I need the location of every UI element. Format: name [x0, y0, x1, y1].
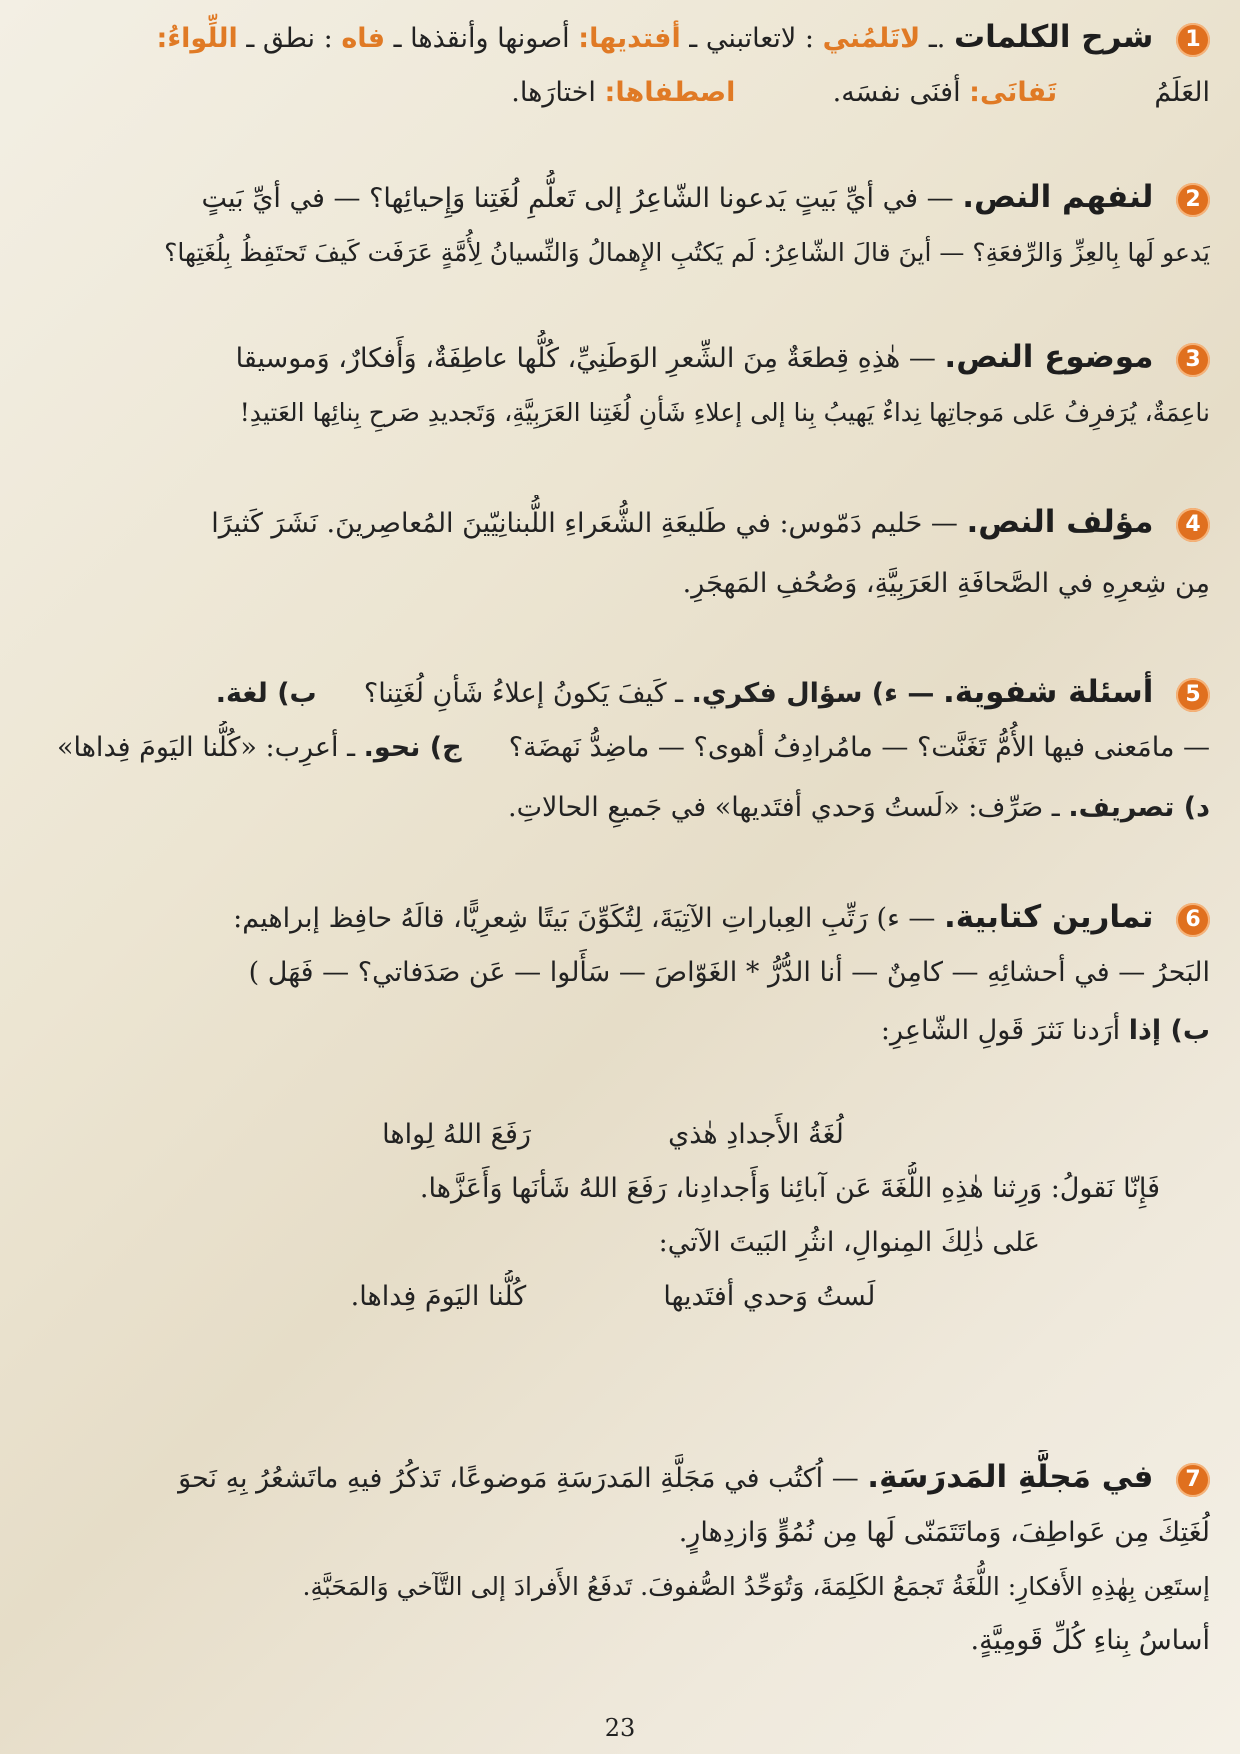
page-number: 23 — [604, 1714, 636, 1742]
section-text: — حَليم دَمّوس: في طَليعَةِ الشُّعَراءِ اللُّبنانِيّينَ المُعاصِرينَ. نَشَرَ كَثيرًا — [211, 508, 958, 539]
vocab-word: لاتَلمُني — [822, 23, 921, 54]
section-number-badge: 2 — [1176, 183, 1210, 217]
section-heading: موضوع النص. — [944, 339, 1154, 375]
section-number-badge: 7 — [1176, 1463, 1210, 1497]
prose-example: فَإِنّا نَقولُ: وَرِثنا هٰذِهِ اللُّغَةَ عَن آبائِنا وَأَجدادِنا، رَفَعَ اللهُ شَأنَها وَأَعَزَّها. — [419, 1173, 1160, 1204]
section-6-line-2: البَحرُ — في أحشائِهِ — كامِنٌ — أنا الدُّرُّ * الغَوّاصَ — سَأَلوا — عَن صَدَفاتي؟ — فَهَل ) — [248, 957, 1210, 988]
section-7-line-3: إستَعِن بِهٰذِهِ الأَفكارِ: اللُّغَةُ تَجمَعُ الكَلِمَةَ، وَتُوَحِّدُ الصُّفوفَ. تَدفَعُ الأَفرادَ إلى التَّآخي وَالمَحَبَّةِ. — [302, 1572, 1210, 1601]
section-7-line-1 — [16, 1450, 1210, 1506]
subquestion-label: د) تصريف. — [1068, 792, 1210, 823]
verse-hemistich: كُلُّنا اليَومَ فِداها. — [350, 1281, 527, 1312]
section-7-line-4: أساسُ بِناءِ كُلِّ قَومِيَّةٍ. — [970, 1625, 1210, 1656]
verse-1 — [16, 1108, 1210, 1162]
subquestion-text: أرَدنا نَثرَ قَولِ الشّاعِرِ: — [880, 1015, 1121, 1046]
subquestion-label: ج) نحو. — [363, 732, 462, 763]
section-number-badge: 4 — [1176, 508, 1210, 542]
section-5 — [16, 665, 1210, 835]
section-5-line-3 — [16, 781, 1210, 835]
vocab-definition: أصونها وأنقذها — [410, 23, 570, 54]
section-number-badge: 1 — [1176, 23, 1210, 57]
section-heading: في مَجلَّةِ المَدرَسَةِ. — [867, 1459, 1154, 1495]
section-2-line-1 — [16, 170, 1210, 226]
vocab-definition: أفنَى نفسَه — [841, 77, 961, 108]
subquestion-text: ـ أعرِب: «كُلُّنا اليَومَ فِداها» — [56, 732, 356, 763]
section-text: — اُكتُب في مَجَلَّةِ المَدرَسَةِ مَوضوعًا، تَذكُرُ فيهِ ماتَشعُرُ بِهِ نَحوَ — [178, 1463, 859, 1494]
vocab-word: تَفانَى: — [969, 77, 1058, 108]
section-7 — [16, 1450, 1210, 1668]
vocab-word: اصطفاها: — [604, 77, 736, 108]
section-5-line-1 — [16, 665, 1210, 721]
verse-hemistich: رَفَعَ اللهُ لِواها — [382, 1119, 531, 1150]
section-3-line-1 — [16, 330, 1210, 386]
vocab-word: اللِّواءُ: — [156, 23, 238, 54]
vocab-word: أفتديها: — [578, 23, 681, 54]
section-4-line-1 — [16, 495, 1210, 551]
section-number-badge: 5 — [1176, 678, 1210, 712]
verse-2 — [16, 1270, 1210, 1324]
instruction: عَلى ذٰلِكَ المِنوالِ، انثُرِ البَيتَ الآتي: — [658, 1227, 1040, 1258]
section-number-badge: 3 — [1176, 343, 1210, 377]
section-6-line-3 — [16, 1004, 1210, 1058]
section-4-line-2: مِن شِعرِهِ في الصَّحافَةِ العَرَبِيَّةِ، وَصُحُفِ المَهجَرِ. — [682, 568, 1210, 599]
subquestion-text: ـ صَرِّف: «لَستُ وَحدي أفتَديها» في جَميعِ الحالاتِ. — [507, 792, 1060, 823]
section-7-line-2: لُغَتِكَ مِن عَواطِفَ، وَماتَتَمَنّى لَها مِن نُمُوٍّ وَازدِهارٍ. — [678, 1517, 1210, 1548]
section-6 — [16, 890, 1210, 1324]
section-heading: شرح الكلمات — [953, 19, 1154, 55]
vocab-definition: نطق — [262, 23, 316, 54]
section-heading: مؤلف النص. — [966, 504, 1154, 540]
section-text: — في أيِّ بَيتٍ يَدعونا الشّاعِرُ إلى تَعلُّمِ لُغَتِنا وَإِحيائِها؟ — في أيِّ بَيتٍ — [201, 183, 954, 214]
subquestion-label: — ء) سؤال فكري. — [691, 678, 935, 709]
section-6-line-1 — [16, 890, 1210, 946]
subquestion-text: ـ كَيفَ يَكونُ إعلاءُ شَأنِ لُغَتِنا؟ — [363, 678, 684, 709]
section-3-line-2: ناعِمَةٌ، يُرَفرِفُ عَلى مَوجاتِها نِداءٌ يَهيبُ بِنا إلى إعلاءِ شَأنِ لُغَتِنا العَرَبِيَّةِ، وَتَجديدِ صَرحِ بِنائِها العَتيدِ! — [239, 398, 1210, 427]
vocab-definition: اختارَها. — [511, 77, 596, 108]
vocab-definition: العَلَمُ — [1154, 77, 1210, 108]
section-text: — ء) رَتِّبِ العِباراتِ الآتِيَةَ، لِتُكَوِّنَ بَيتًا شِعرِيًّا، قالَهُ حافِظ إبراهيم: — [233, 903, 936, 934]
section-2-line-2: يَدعو لَها بِالعِزِّ وَالرِّفعَةِ؟ — أينَ قالَ الشّاعِرُ: لَم يَكتُبِ الإِهمالُ وَالنِّسيانُ لِأُمَّةٍ عَرَفَت كَيفَ تَحتَفِظُ بِلُغَتِها؟ — [164, 238, 1210, 267]
verse-hemistich: لُغَةُ الأَجدادِ هٰذي — [668, 1119, 844, 1150]
section-2 — [16, 170, 1210, 280]
section-3 — [16, 330, 1210, 440]
section-heading: لنفهم النص. — [962, 179, 1154, 215]
section-heading: أسئلة شفوية. — [942, 674, 1154, 710]
subquestion-text: — مامَعنى فيها الأُمُّ تَغَنَّت؟ — مامُرادِفُ أهوى؟ — ماضِدُّ نَهضَة؟ — [508, 732, 1210, 763]
section-5-line-2 — [16, 721, 1210, 775]
section-1-line-2: العَلَمُ تَفانَى: أفنَى نفسَه. اصطفاها: اختارَها. — [511, 77, 1210, 108]
section-text: — هٰذِهِ قِطعَةٌ مِنَ الشِّعرِ الوَطَنِيِّ، كُلُّها عاطِفَةٌ، وَأَفكارٌ، وَموسيقا — [235, 343, 936, 374]
section-heading: تمارين كتابية. — [943, 899, 1154, 935]
subquestion-label: ب) إذا — [1128, 1015, 1210, 1046]
vocab-word: فاه — [341, 23, 386, 54]
section-1-line-1: 1 شرح الكلمات .ـ لاتَلمُني : لاتعاتبني ـ أفتديها: أصونها وأنقذها ـ فاه : نطق ـ اللِّواءُ: — [16, 10, 1210, 66]
section-number-badge: 6 — [1176, 903, 1210, 937]
vocab-definition: لاتعاتبني — [705, 23, 797, 54]
subquestion-label: ب) لغة. — [215, 678, 317, 709]
section-4 — [16, 495, 1210, 611]
section-1 — [16, 10, 1210, 120]
verse-hemistich: لَستُ وَحدي أفتَديها — [663, 1281, 876, 1312]
